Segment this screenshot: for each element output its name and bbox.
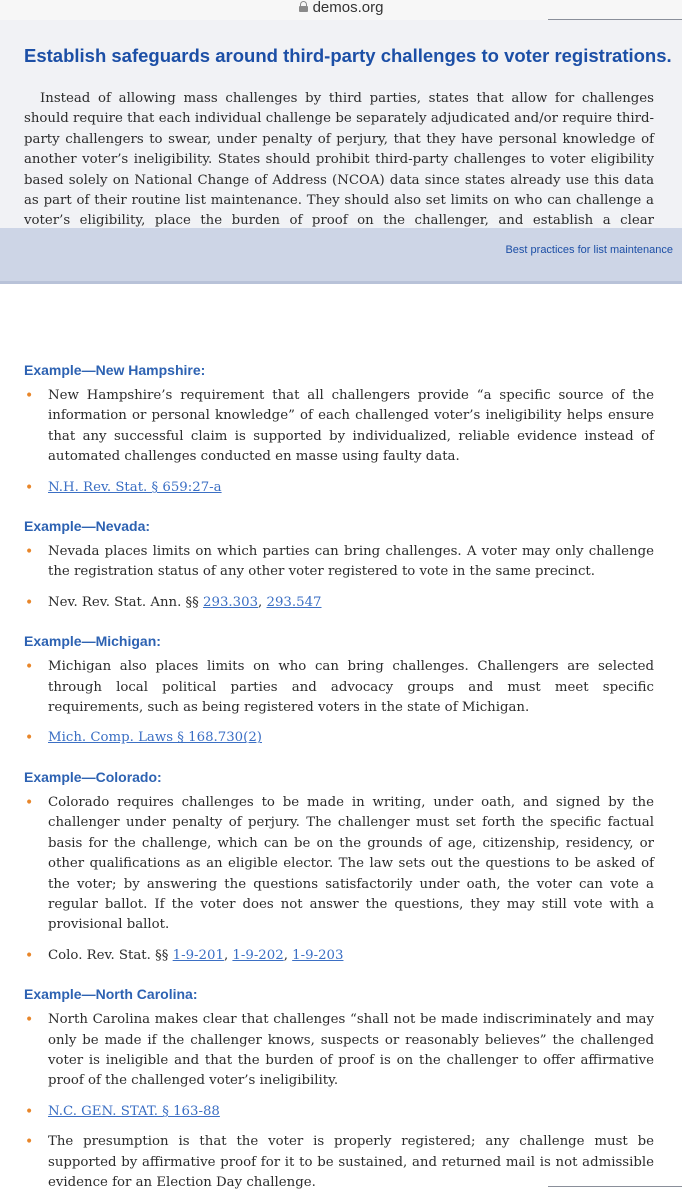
- co-citation-link-3[interactable]: 1-9-203: [292, 947, 344, 963]
- example-heading-michigan: Example—Michigan:: [24, 633, 161, 650]
- nc-bullet-text-2: • The presumption is that the voter is properly registered; any challenge must be supported by affirmative proof for it to be sustained, and returned mail is not admissible evidence for an Election Day challenge.: [24, 1132, 654, 1193]
- nc-citation: [24, 1102, 654, 1122]
- co-bullet-text: • Colorado requires challenges to be made in writing, under oath, and signed by the challenger under penalty of perjury. The challenger must set forth the specific factual basis for the challenge, which can be on the grounds of age, citizenship, residency, or other qualifications as an eligible elector. The law sets out the questions to be asked of the voter; by answering the questions satisfactorily under oath, the voter can vote a regular ballot. If the voter does not answer the questions, they may still vote with a provisional ballot.: [24, 793, 654, 936]
- co-citation: [24, 946, 654, 966]
- browser-url-bar[interactable]: [0, 0, 682, 20]
- nc-citation-link[interactable]: N.C. GEN. STAT. § 163-88: [48, 1103, 220, 1119]
- lock-icon: [299, 1, 308, 12]
- co-cite-prefix: Colo. Rev. Stat. §§: [48, 947, 173, 963]
- mi-bullet-text: • Michigan also places limits on who can bring challenges. Challengers are selected through local political parties and advocacy groups and must meet specific requirements, such as being registered voters in the state of Michigan.: [24, 657, 654, 718]
- url-domain: demos.org: [312, 0, 384, 16]
- example-heading-nevada: Example—Nevada:: [24, 518, 151, 535]
- nh-citation: [24, 478, 654, 498]
- mi-citation-link[interactable]: Mich. Comp. Laws § 168.730(2): [48, 730, 262, 746]
- co-citation-link-1[interactable]: 1-9-201: [172, 947, 224, 963]
- nv-citation-link-2[interactable]: 293.547: [266, 594, 322, 610]
- nv-bullet-text: • Nevada places limits on which parties can bring challenges. A voter may only challenge the registration status of any other voter registered to vote in the same precinct.: [24, 542, 654, 583]
- example-heading-new-hampshire: Example—New Hampshire:: [24, 362, 206, 378]
- examples-content: [24, 362, 654, 1193]
- nh-bullet-text: • New Hampshire’s requirement that all challengers provide “a specific source of the information or personal knowledge” of each challenged voter’s ineligibility helps ensure that any successful claim is supported by individualized, reliable evidence instead of automated challenges conducted en masse using faulty data.: [24, 386, 654, 468]
- nc-bullet-text: • North Carolina makes clear that challenges “shall not be made indiscriminately and may only be made if the challenger knows, suspects or reasonably believes” the challenged voter is ineligible and that the burden of proof is on the challenger to offer affirmative proof of the challenged voter’s ineligibility.: [24, 1010, 654, 1092]
- example-heading-colorado: Example—Colorado:: [24, 768, 162, 785]
- mi-citation: [24, 728, 654, 748]
- nv-citation: [24, 593, 654, 613]
- section-heading: Establish safeguards around third-party challenges to voter registrations.: [24, 45, 672, 66]
- intro-paragraph: Instead of allowing mass challenges by third parties, states that allow for challenges should require that each individual challenge be separately adjudicated and/or require third-party challengers to swear, under penalty of perjury, that they have personal knowledge of another voter’s ineligibility. States should prohibit third-party challenges to voter eligibility based solely on National Change of Address (NCOA) data since states already use this data as part of their routine list maintenance. They should also set limits on who can challenge a voter’s eligibility, place the burden of proof on the challenger, and establish a clear: [24, 91, 654, 229]
- example-heading-north-carolina: Example—North Carolina:: [24, 986, 198, 1003]
- nh-citation-link[interactable]: N.H. Rev. Stat. § 659:27-a: [48, 479, 222, 495]
- nv-citation-link-1[interactable]: 293.303: [203, 594, 259, 610]
- co-citation-link-2[interactable]: 1-9-202: [232, 947, 284, 963]
- co-cite-sep-2: ,: [283, 947, 293, 963]
- co-cite-sep-1: ,: [223, 947, 233, 963]
- nv-cite-prefix: Nev. Rev. Stat. Ann. §§: [48, 594, 204, 610]
- nv-cite-sep: ,: [258, 594, 267, 610]
- list-maintenance-band: [0, 228, 682, 284]
- intro-section: [0, 20, 682, 228]
- best-practices-link[interactable]: Best practices for list maintenance: [505, 244, 673, 256]
